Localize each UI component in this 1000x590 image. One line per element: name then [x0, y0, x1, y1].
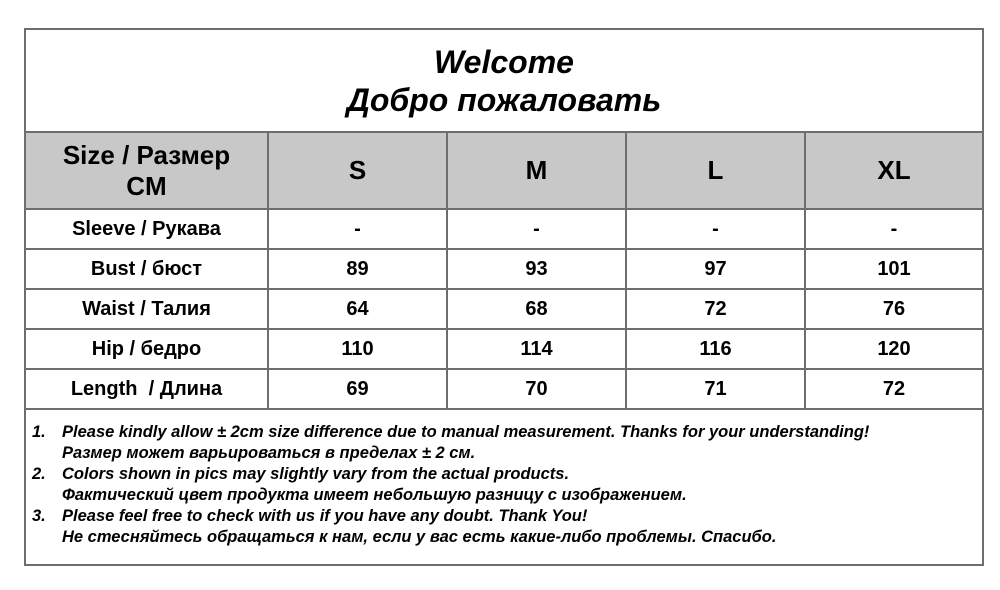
table-cell: 101 [805, 249, 982, 289]
table-cell: 72 [805, 369, 982, 409]
table-cell: 71 [626, 369, 805, 409]
title-english: Welcome [434, 43, 574, 80]
note-item [32, 464, 982, 506]
table-cell: 120 [805, 329, 982, 369]
table-cell: - [805, 209, 982, 249]
header-unit-label: CM [126, 170, 167, 201]
note-russian: Не стесняйтесь обращаться к нам, если у вас есть какие-либо проблемы. Спасибо. [62, 528, 777, 546]
note-number: 1. [32, 423, 46, 441]
table-cell: 89 [268, 249, 447, 289]
header-size-label-text: Size / Размер [62, 139, 231, 170]
note-russian: Фактический цвет продукта имеет небольшую разницу с изображением. [62, 486, 687, 504]
table-row [26, 209, 982, 249]
table-row [26, 329, 982, 369]
note-english: Please kindly allow ± 2cm size difference due to manual measurement. Thanks for your understanding! [62, 423, 870, 441]
size-chart [24, 28, 984, 566]
table-row [26, 249, 982, 289]
note-item [32, 422, 982, 464]
table-cell: - [268, 209, 447, 249]
row-label-length: Length / Длина [26, 369, 268, 409]
table-cell: 68 [447, 289, 626, 329]
table-cell: 93 [447, 249, 626, 289]
header-size-l: L [626, 133, 805, 209]
table-cell: - [626, 209, 805, 249]
table-cell: - [447, 209, 626, 249]
table-cell: 64 [268, 289, 447, 329]
header-row [26, 133, 982, 209]
table-cell: 69 [268, 369, 447, 409]
title-russian: Добро пожаловать [346, 81, 662, 118]
table-cell: 116 [626, 329, 805, 369]
row-label-waist: Waist / Талия [26, 289, 268, 329]
note-number: 3. [32, 507, 46, 525]
table-cell: 97 [626, 249, 805, 289]
note-english: Colors shown in pics may slightly vary from the actual products. [62, 465, 570, 483]
table-cell: 76 [805, 289, 982, 329]
table-row [26, 369, 982, 409]
row-label-sleeve: Sleeve / Рукава [26, 209, 268, 249]
notes-section [26, 410, 982, 548]
table-cell: 70 [447, 369, 626, 409]
header-size-m: M [447, 133, 626, 209]
header-size-label [26, 133, 268, 209]
title-banner [26, 30, 982, 133]
table-cell: 110 [268, 329, 447, 369]
note-russian: Размер может варьироваться в пределах ± 2 см. [62, 444, 476, 462]
note-english: Please feel free to check with us if you have any doubt. Thank You! [62, 507, 588, 525]
note-item [32, 506, 982, 548]
size-table [26, 133, 982, 410]
table-cell: 72 [626, 289, 805, 329]
header-size-xl: XL [805, 133, 982, 209]
table-cell: 114 [447, 329, 626, 369]
note-number: 2. [32, 465, 46, 483]
row-label-bust: Bust / бюст [26, 249, 268, 289]
table-row [26, 289, 982, 329]
row-label-hip: Hip / бедро [26, 329, 268, 369]
header-size-s: S [268, 133, 447, 209]
